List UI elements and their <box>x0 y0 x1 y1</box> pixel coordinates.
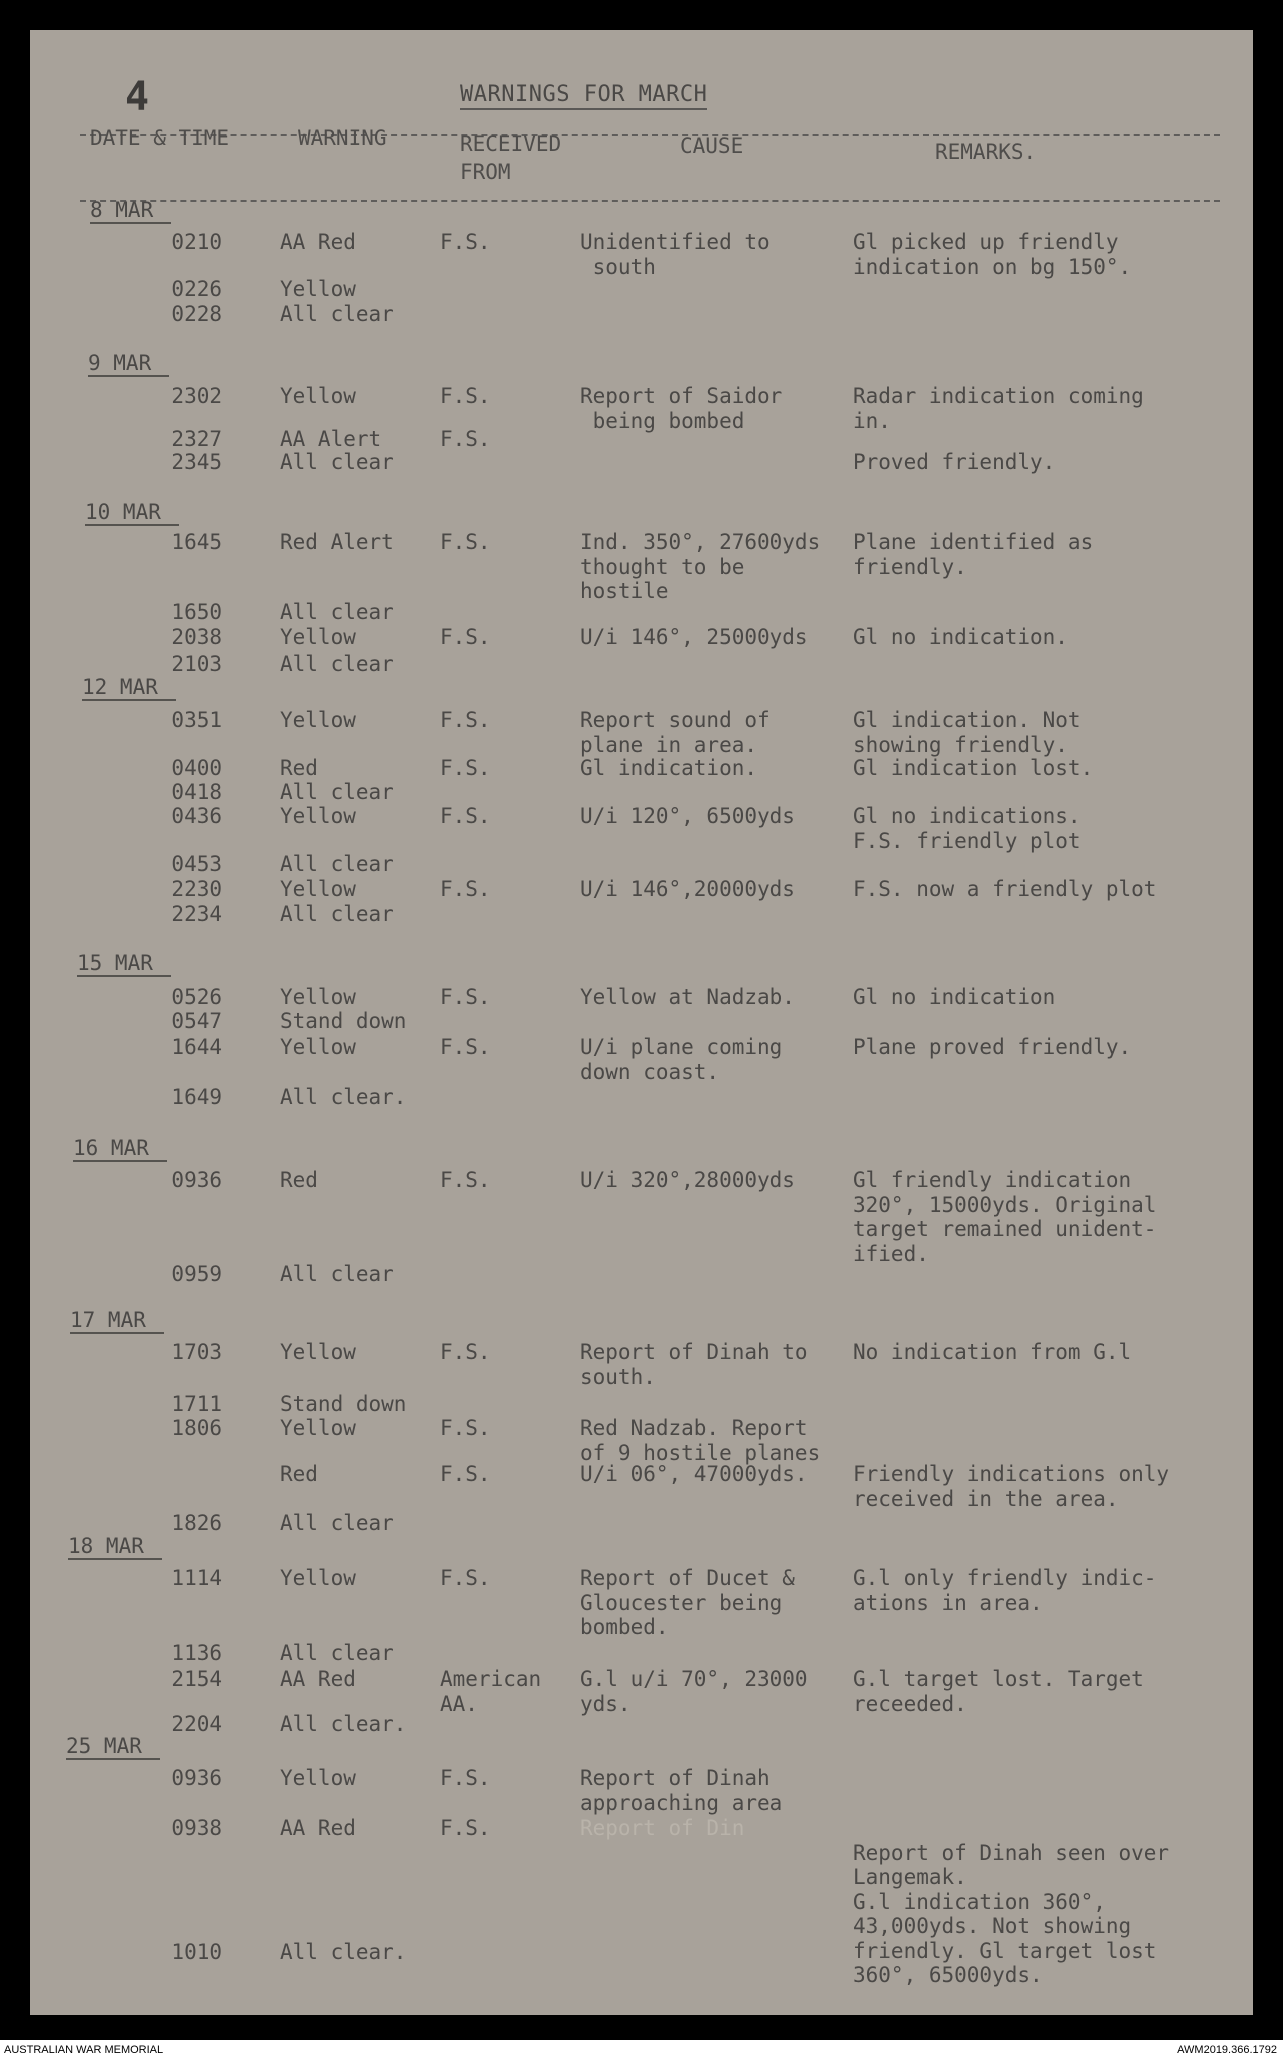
entry-time: 0228 <box>171 302 222 326</box>
entry-time: 1649 <box>171 1085 222 1109</box>
entry-warning: Yellow <box>280 1416 356 1440</box>
entry-cause: Report sound of plane in area. <box>580 708 770 757</box>
entry-warning: Stand down <box>280 1009 407 1033</box>
entry-warning: All clear. <box>280 1712 407 1736</box>
entry-remarks: No indication from G.l <box>853 1340 1132 1364</box>
entry-remarks: Gl friendly indication 320°, 15000yds. Original target remained unident- ified. <box>853 1168 1157 1266</box>
document-page <box>30 30 1253 2015</box>
entry-warning: AA Red <box>280 1667 356 1691</box>
entry-time: 0418 <box>171 780 222 804</box>
entry-warning: Yellow <box>280 625 356 649</box>
page-number: 4 <box>125 74 150 120</box>
entry-warning: Yellow <box>280 804 356 828</box>
entry-cause: Ind. 350°, 27600yds thought to be hostile <box>580 530 821 603</box>
date-heading: 12 MAR <box>82 675 176 701</box>
entry-time: 1711 <box>171 1392 222 1416</box>
entry-time: 1703 <box>171 1340 222 1364</box>
footer-accession-number: AWM2019.366.1792 <box>1177 2044 1277 2056</box>
entry-received-from: F.S. <box>440 804 491 828</box>
date-heading: 8 MAR <box>90 198 171 224</box>
entry-warning: AA Red <box>280 230 356 254</box>
entry-received-from: F.S. <box>440 530 491 554</box>
entry-warning: Yellow <box>280 985 356 1009</box>
entry-warning: Yellow <box>280 384 356 408</box>
date-heading: 16 MAR <box>73 1136 167 1162</box>
entry-warning: All clear. <box>280 1085 407 1109</box>
entry-time: 2345 <box>171 450 222 474</box>
entry-time: 1010 <box>171 1940 222 1964</box>
entry-cause: U/i plane coming down coast. <box>580 1035 783 1084</box>
entry-time: 0351 <box>171 708 222 732</box>
entry-time: 0938 <box>171 1816 222 1840</box>
entry-remarks: Plane identified as friendly. <box>853 530 1094 579</box>
entry-warning: All clear <box>280 1641 394 1665</box>
entry-remarks: Gl no indications. F.S. friendly plot <box>853 804 1081 853</box>
entry-received-from: F.S. <box>440 1416 491 1440</box>
entry-time: 0436 <box>171 804 222 828</box>
entry-warning: All clear <box>280 780 394 804</box>
date-heading: 10 MAR <box>85 500 179 526</box>
entry-time: 0453 <box>171 852 222 876</box>
entry-cause: U/i 320°,28000yds <box>580 1168 795 1192</box>
entry-received-from: F.S. <box>440 1816 491 1840</box>
header-rule-top <box>80 134 1220 136</box>
entry-time: 0400 <box>171 756 222 780</box>
entry-cause: U/i 06°, 47000yds. <box>580 1462 808 1486</box>
entry-warning: Yellow <box>280 1566 356 1590</box>
entry-remarks: F.S. now a friendly plot <box>853 877 1157 901</box>
entry-remarks: Gl no indication. <box>853 625 1068 649</box>
entry-warning: All clear <box>280 852 394 876</box>
entry-cause: Report of Dinah approaching area <box>580 1766 783 1815</box>
entry-time: 0936 <box>171 1766 222 1790</box>
entry-remarks: Plane proved friendly. <box>853 1035 1132 1059</box>
header-cause: CAUSE <box>680 134 744 158</box>
entry-received-from: F.S. <box>440 427 491 451</box>
entry-received-from: F.S. <box>440 230 491 254</box>
entry-time: 0226 <box>171 277 222 301</box>
entry-remarks: G.l only friendly indic- ations in area. <box>853 1566 1157 1615</box>
entry-cause: U/i 146°, 25000yds <box>580 625 808 649</box>
entry-remarks: Gl picked up friendly indication on bg 150°. <box>853 230 1132 279</box>
entry-time: 2204 <box>171 1712 222 1736</box>
entry-remarks: Friendly indications only received in the area. <box>853 1462 1170 1511</box>
entry-cause: U/i 120°, 6500yds <box>580 804 795 828</box>
entry-warning: AA Alert <box>280 427 382 451</box>
entry-received-from: American AA. <box>440 1667 542 1716</box>
entry-warning: Red <box>280 756 318 780</box>
date-heading: 17 MAR <box>70 1308 164 1334</box>
entry-time: 2103 <box>171 652 222 676</box>
header-remarks: REMARKS. <box>935 140 1037 164</box>
entry-time: 2327 <box>171 427 222 451</box>
entry-received-from: F.S. <box>440 1340 491 1364</box>
entry-cause: Red Nadzab. Report of 9 hostile planes <box>580 1416 821 1465</box>
header-rule-bottom <box>80 200 1220 202</box>
entry-time: 0526 <box>171 985 222 1009</box>
entry-warning: Yellow <box>280 1340 356 1364</box>
entry-time: 0547 <box>171 1009 222 1033</box>
entry-time: 2302 <box>171 384 222 408</box>
entry-time: 2230 <box>171 877 222 901</box>
entry-warning: All clear <box>280 652 394 676</box>
footer-institution: AUSTRALIAN WAR MEMORIAL <box>4 2044 164 2056</box>
entry-warning: Yellow <box>280 708 356 732</box>
entry-received-from: F.S. <box>440 1566 491 1590</box>
entry-warning: Red <box>280 1168 318 1192</box>
entry-time: 1806 <box>171 1416 222 1440</box>
entry-remarks: Proved friendly. <box>853 450 1056 474</box>
entry-received-from: F.S. <box>440 708 491 732</box>
entry-warning: All clear <box>280 600 394 624</box>
entry-time: 1645 <box>171 530 222 554</box>
entry-warning: All clear <box>280 1511 394 1535</box>
entry-received-from: F.S. <box>440 985 491 1009</box>
entry-warning: Yellow <box>280 277 356 301</box>
entry-cause: U/i 146°,20000yds <box>580 877 795 901</box>
entry-warning: Red <box>280 1462 318 1486</box>
entry-cause: Report of Din <box>580 1816 745 1840</box>
entry-warning: All clear. <box>280 1940 407 1964</box>
entry-remarks: G.l target lost. Target receeded. <box>853 1667 1144 1716</box>
date-heading: 9 MAR <box>88 351 169 377</box>
entry-time: 0936 <box>171 1168 222 1192</box>
entry-time: 2234 <box>171 902 222 926</box>
entry-warning: Yellow <box>280 877 356 901</box>
entry-warning: AA Red <box>280 1816 356 1840</box>
entry-remarks: Radar indication coming in. <box>853 384 1144 433</box>
entry-cause: Report of Saidor being bombed <box>580 384 783 433</box>
entry-time: 0210 <box>171 230 222 254</box>
entry-remarks: Report of Dinah seen over Langemak. G.l indication 360°, 43,000yds. Not showing friendly. Gl target lost 360°, 65000yds. <box>853 1840 1170 1987</box>
entry-remarks: Gl indication. Not showing friendly. <box>853 708 1081 757</box>
footer <box>0 2040 1283 2061</box>
entry-received-from: F.S. <box>440 1766 491 1790</box>
entry-received-from: F.S. <box>440 1168 491 1192</box>
entry-remarks: Gl indication lost. <box>853 756 1094 780</box>
entry-warning: All clear <box>280 902 394 926</box>
entry-warning: Red Alert <box>280 530 394 554</box>
header-date-time: DATE & TIME <box>90 126 230 150</box>
entry-warning: Yellow <box>280 1766 356 1790</box>
entry-received-from: F.S. <box>440 384 491 408</box>
entry-time: 0959 <box>171 1262 222 1286</box>
entry-warning: All clear <box>280 302 394 326</box>
entry-received-from: F.S. <box>440 756 491 780</box>
entry-time: 1650 <box>171 600 222 624</box>
entry-warning: All clear <box>280 1262 394 1286</box>
entry-cause: G.l u/i 70°, 23000 yds. <box>580 1667 808 1716</box>
entry-time: 1826 <box>171 1511 222 1535</box>
entry-remarks: Gl no indication <box>853 985 1056 1009</box>
date-heading: 18 MAR <box>68 1534 162 1560</box>
entry-cause: Yellow at Nadzab. <box>580 985 795 1009</box>
entry-time: 2038 <box>171 625 222 649</box>
page-title: WARNINGS FOR MARCH <box>460 82 707 110</box>
entry-received-from: F.S. <box>440 625 491 649</box>
date-heading: 15 MAR <box>77 951 171 977</box>
entry-cause: Report of Dinah to south. <box>580 1340 808 1389</box>
entry-time: 2154 <box>171 1667 222 1691</box>
entry-cause: Gl indication. <box>580 756 758 780</box>
entry-cause: Unidentified to south <box>580 230 770 279</box>
header-received-from: RECEIVED FROM <box>460 132 562 184</box>
date-heading: 25 MAR <box>66 1734 160 1760</box>
entry-warning: Yellow <box>280 1035 356 1059</box>
entry-warning: Stand down <box>280 1392 407 1416</box>
entry-time: 1644 <box>171 1035 222 1059</box>
entry-time: 1114 <box>171 1566 222 1590</box>
entry-cause: Report of Ducet & Gloucester being bombed. <box>580 1566 795 1639</box>
entry-received-from: F.S. <box>440 1035 491 1059</box>
header-warning: WARNING <box>298 126 387 150</box>
entry-warning: All clear <box>280 450 394 474</box>
entry-time: 1136 <box>171 1641 222 1665</box>
entry-received-from: F.S. <box>440 877 491 901</box>
entry-received-from: F.S. <box>440 1462 491 1486</box>
